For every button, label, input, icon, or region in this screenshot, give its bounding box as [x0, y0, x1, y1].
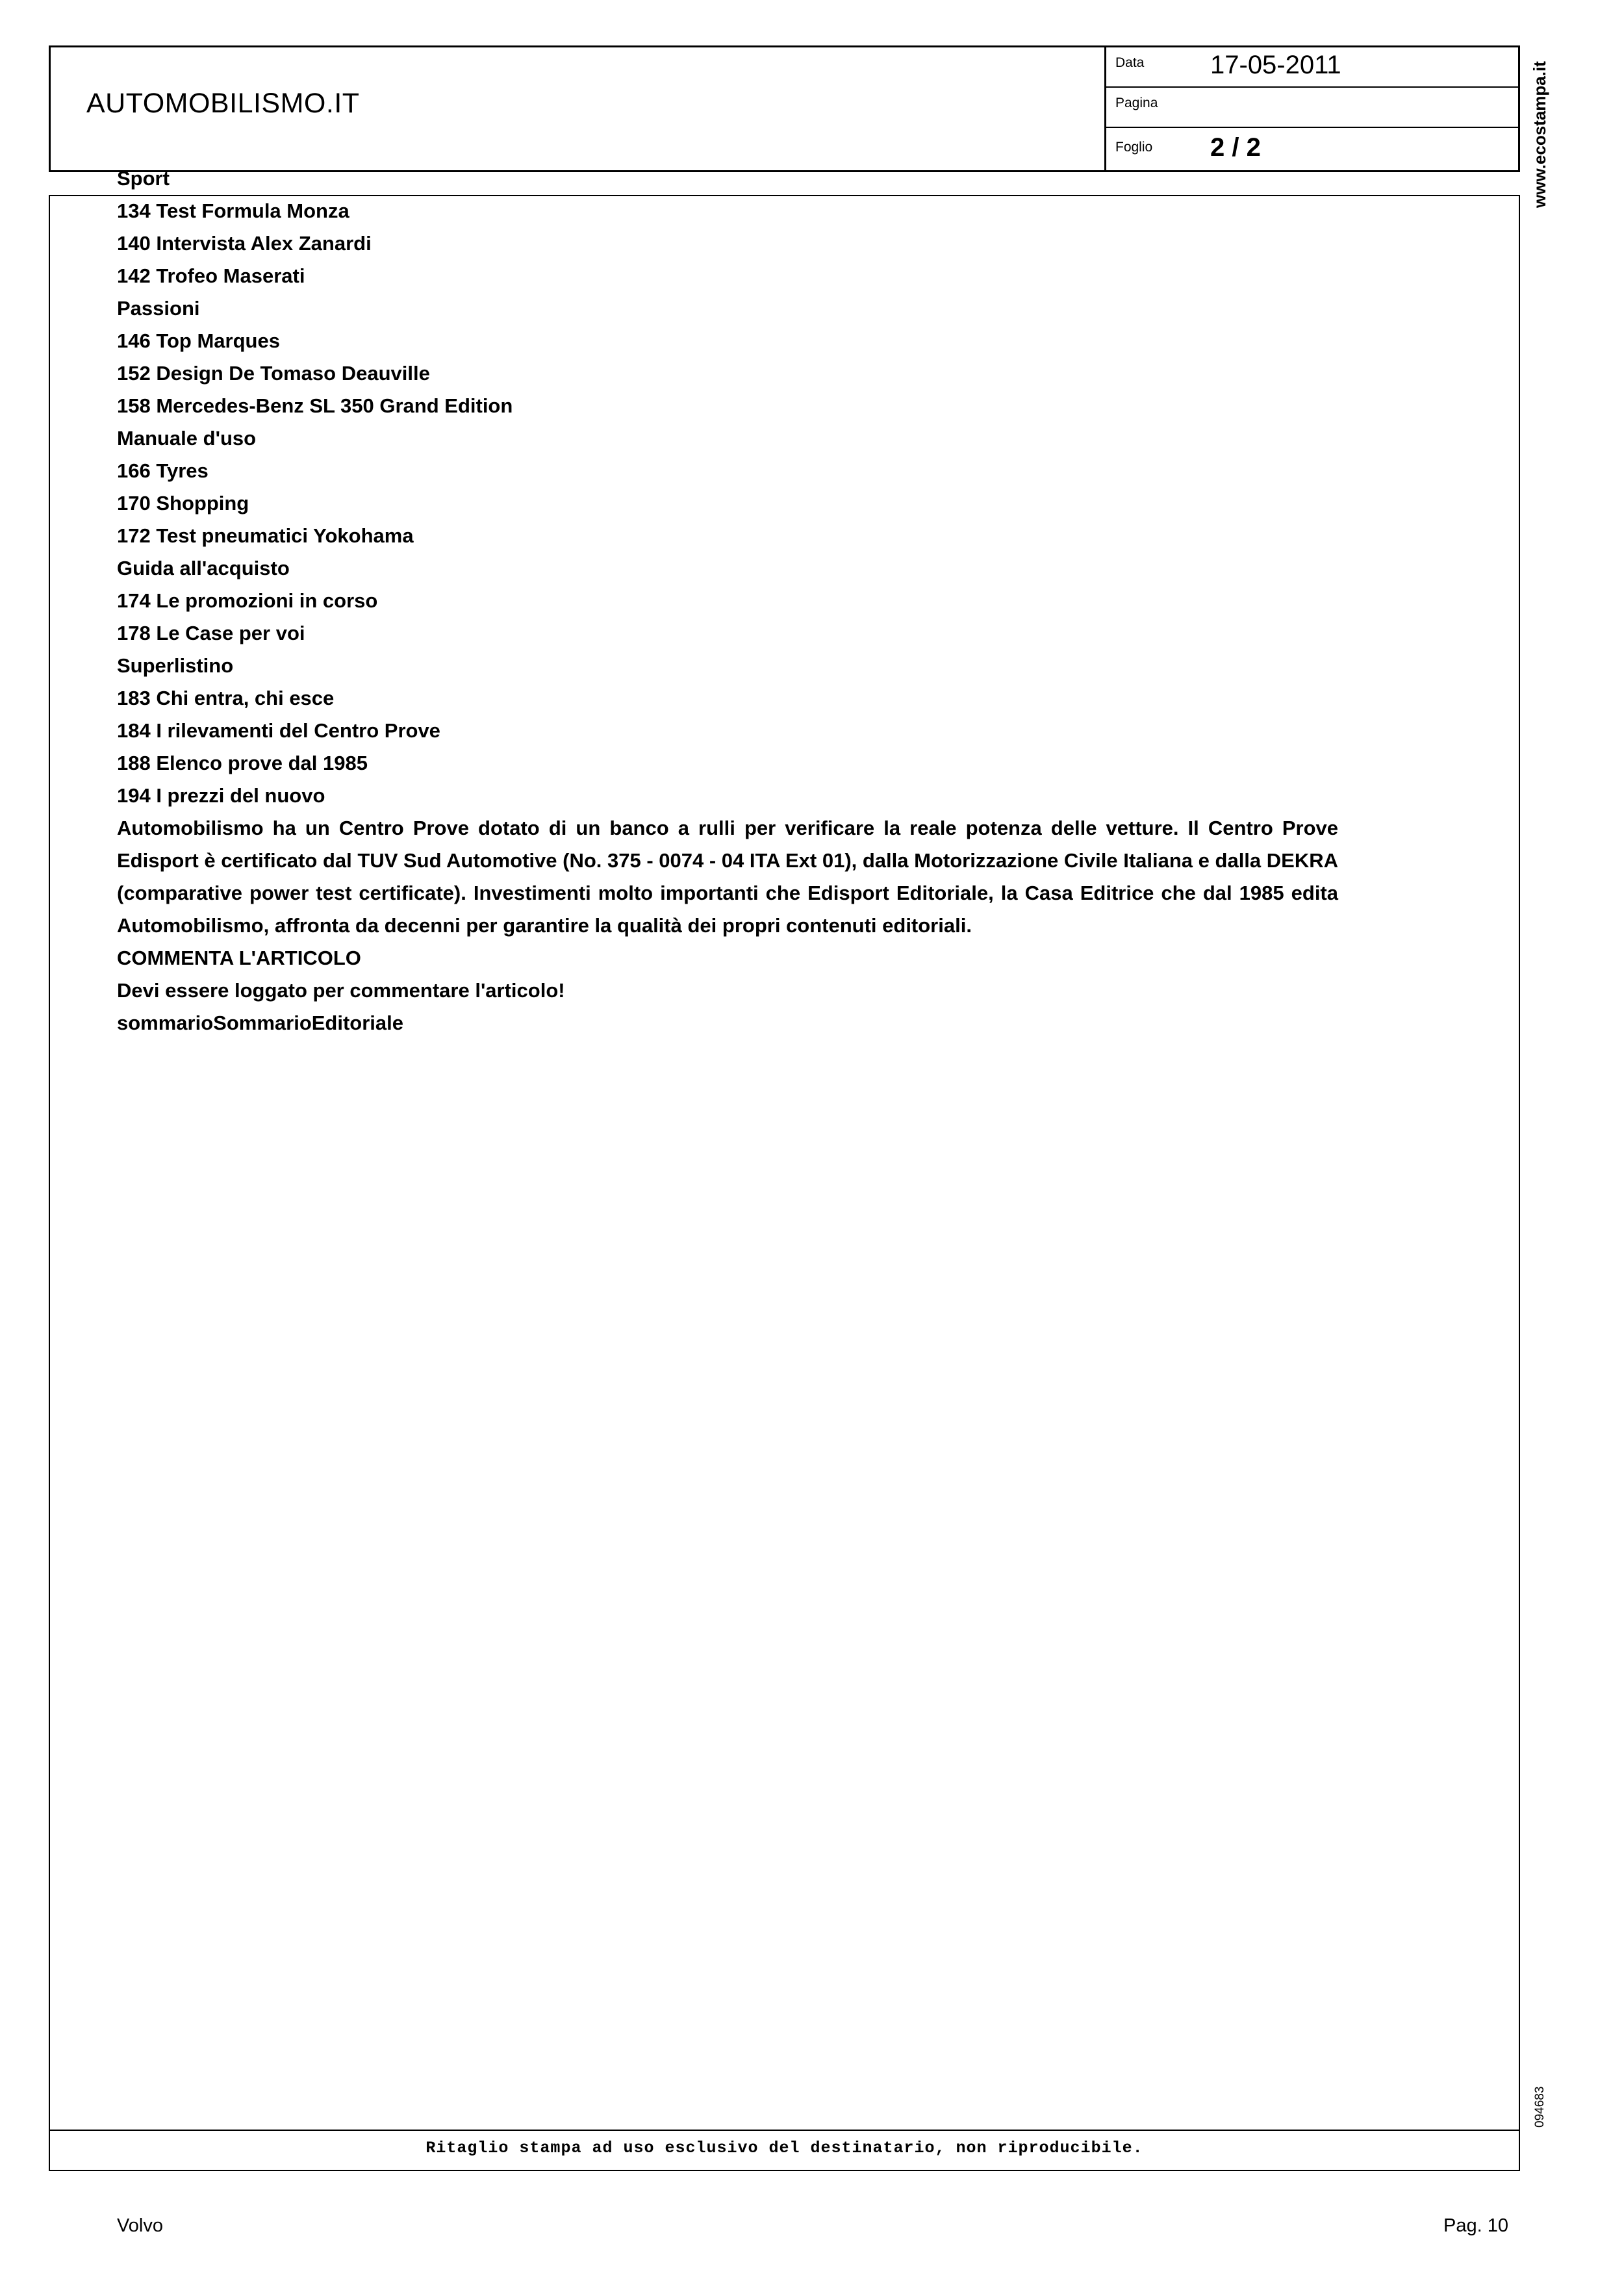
meta-label-pagina: Pagina: [1115, 95, 1158, 110]
toc-item: 183 Chi entra, chi esce: [117, 687, 335, 709]
meta-value-data: 17-05-2011: [1210, 51, 1341, 79]
footer-notice-text: Ritaglio stampa ad uso esclusivo del destinatario, non riproducibile.: [425, 2139, 1143, 2157]
meta-value-foglio: 2 / 2: [1210, 133, 1261, 162]
toc-item: 188 Elenco prove dal 1985: [117, 752, 368, 774]
meta-row-data: [1106, 47, 1518, 88]
toc-item: 172 Test pneumatici Yokohama: [117, 524, 414, 547]
toc-item: 152 Design De Tomaso Deauville: [117, 362, 430, 385]
toc-item: 194 I prezzi del nuovo: [117, 784, 325, 807]
footer-notice-strip: [49, 2131, 1520, 2171]
meta-label-foglio: Foglio: [1115, 140, 1153, 155]
toc-item: 170 Shopping: [117, 492, 249, 515]
meta-row-pagina: [1106, 88, 1518, 128]
toc-item: 140 Intervista Alex Zanardi: [117, 232, 372, 255]
comment-heading: COMMENTA L'ARTICOLO: [117, 947, 361, 969]
toc-item: 158 Mercedes-Benz SL 350 Grand Edition: [117, 394, 513, 417]
meta-label-data: Data: [1115, 55, 1145, 70]
toc-item: Guida all'acquisto: [117, 557, 290, 579]
toc-item: 166 Tyres: [117, 459, 209, 482]
footer-page-number: Pag. 10: [1443, 2215, 1508, 2236]
toc-item: Passioni: [117, 297, 200, 320]
toc-item: 146 Top Marques: [117, 329, 280, 352]
article-paragraph: Automobilismo ha un Centro Prove dotato di un banco a rulli per verificare la reale potenza delle vetture. Il Centro Prove Edisport è certificato dal TUV Sud Automotive (No. 375 - 0074 - 04 ITA Ext 01), dalla Motorizzazione Civile Italiana e dalla DEKRA (comparative power test certificate). Investimenti molto importanti che Edisport Editoriale, la Casa Editrice che dal 1985 edita Automobilismo, affronta da decenni per garantire la qualità dei propri contenuti editoriali.: [117, 817, 1338, 937]
toc-item: Superlistino: [117, 654, 234, 677]
header-meta-box: [1104, 45, 1520, 172]
toc-item: Sport: [117, 167, 170, 190]
toc-item: 142 Trofeo Maserati: [117, 264, 305, 287]
toc-item: 174 Le promozioni in corso: [117, 589, 378, 612]
toc-item: Manuale d'uso: [117, 427, 257, 450]
article-tags: sommarioSommarioEditoriale: [117, 1011, 404, 1034]
toc-item: 134 Test Formula Monza: [117, 199, 349, 222]
footer-subject: Volvo: [117, 2215, 163, 2236]
toc-item: 184 I rilevamenti del Centro Prove: [117, 719, 440, 742]
ecostampa-url: www.ecostampa.it: [1530, 61, 1549, 208]
clipping-code: 094683: [1533, 2086, 1547, 2128]
comment-note: Devi essere loggato per commentare l'articolo!: [117, 979, 565, 1002]
publication-title: AUTOMOBILISMO.IT: [86, 88, 360, 119]
article-content: [117, 162, 1338, 1039]
toc-item: 178 Le Case per voi: [117, 622, 305, 644]
document-header: [49, 45, 1520, 172]
